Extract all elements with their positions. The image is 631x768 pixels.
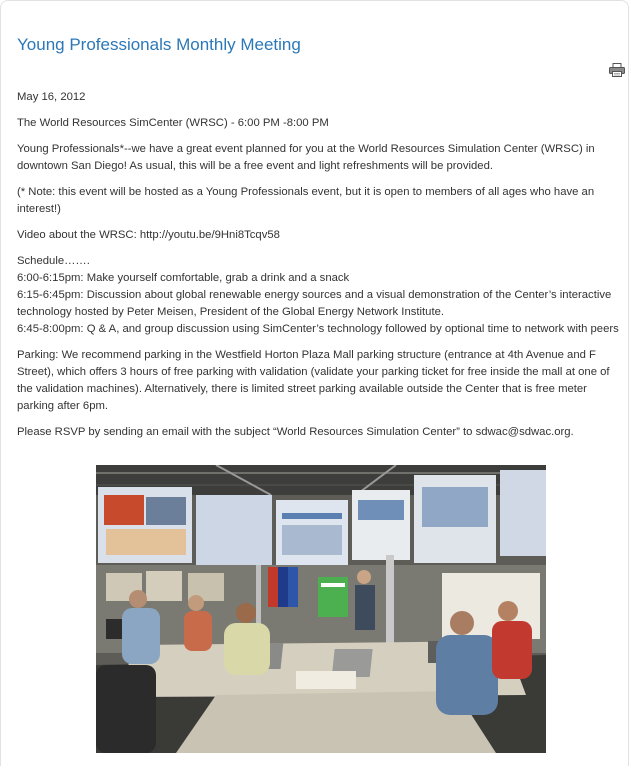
event-intro: Young Professionals*--we have a great event planned for you at the World Resources Simulation Center (WRSC) in downtown San Diego! As usual, this will be a free event and light refreshments will be provided.: [17, 143, 595, 172]
event-date: May 16, 2012: [17, 91, 86, 103]
parking-info: Parking: We recommend parking in the Westfield Horton Plaza Mall parking structure (entrance at 4th Avenue and F Street), which offers 3 hours of free parking with validation (validate your parking ticket for free inside the mall at one of the validation machines). Alternatively, there is limited street parking available outside the Center that is free meter parking after 6pm.: [17, 349, 610, 412]
page-title: Young Professionals Monthly Meeting: [17, 35, 301, 54]
event-note: (* Note: this event will be hosted as a Young Professionals event, but it is open to members of all ages who have an interest!): [17, 186, 595, 215]
event-venue: The World Resources SimCenter (WRSC) - 6:00 PM -8:00 PM: [17, 117, 329, 129]
rsvp-info: Please RSVP by sending an email with the subject “World Resources Simulation Center” to sdwac@sdwac.org.: [17, 426, 574, 438]
schedule: [17, 253, 622, 338]
schedule-item: 6:00-6:15pm: Make yourself comfortable, grab a drink and a snack: [17, 272, 350, 284]
video-link[interactable]: Video about the WRSC: http://youtu.be/9Hni8Tcqv58: [17, 229, 280, 241]
schedule-item: 6:15-6:45pm: Discussion about global renewable energy sources and a visual demonstration of the Center’s interactive technology hosted by Peter Meisen, President of the Global Energy Network Institute.: [17, 289, 612, 318]
article-body: [17, 89, 622, 450]
meeting-room-photo: [96, 465, 546, 753]
schedule-heading: Schedule…….: [17, 255, 90, 267]
schedule-item: 6:45-8:00pm: Q & A, and group discussion using SimCenter’s technology followed by optional time to network with peers: [17, 323, 619, 335]
printer-icon[interactable]: [609, 63, 625, 77]
